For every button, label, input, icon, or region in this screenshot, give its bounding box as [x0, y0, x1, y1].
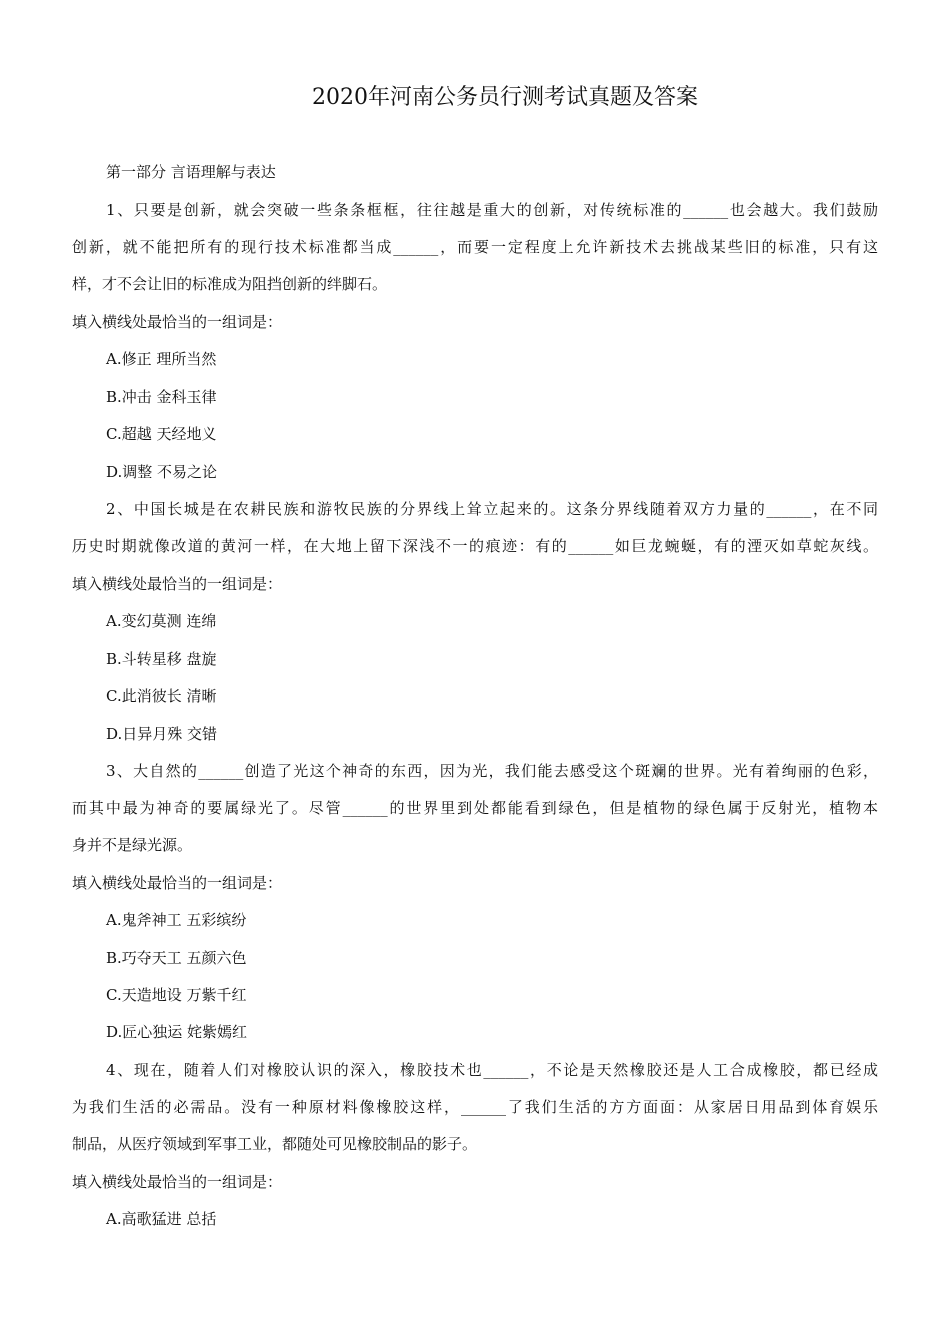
option-c: C.天造地设 万紫千红 — [106, 986, 247, 1004]
page-title: 2020年河南公务员行测考试真题及答案 — [312, 85, 698, 110]
question-text-line: 制品，从医疗领域到军事工业，都随处可见橡胶制品的影子。 — [72, 1135, 478, 1153]
question-text-line: 3、大自然的______创造了光这个神奇的东西，因为光，我们能去感受这个斑斓的世界。光有着绚丽的色彩， — [106, 762, 878, 780]
question-text-line: 2、中国长城是在农耕民族和游牧民族的分界线上耸立起来的。这条分界线随着双方力量的______，在不同 — [106, 500, 878, 518]
option-a: A.修正 理所当然 — [106, 350, 217, 368]
option-a: A.变幻莫测 连绵 — [106, 612, 217, 630]
section-heading: 第一部分 言语理解与表达 — [106, 163, 276, 181]
option-d: D.日异月殊 交错 — [106, 725, 218, 743]
option-b: B.冲击 金科玉律 — [106, 388, 217, 406]
question-text-line: 历史时期就像改道的黄河一样，在大地上留下深浅不一的痕迹：有的______如巨龙蜿蜒，有的湮灭如草蛇灰线。 — [72, 537, 878, 555]
option-a: A.鬼斧神工 五彩缤纷 — [106, 911, 247, 929]
option-d: D.调整 不易之论 — [106, 463, 218, 481]
question-prompt: 填入横线处最恰当的一组词是： — [72, 313, 283, 331]
question-text-line: 身并不是绿光源。 — [72, 836, 193, 854]
option-a: A.高歌猛进 总括 — [106, 1210, 217, 1228]
question-text-line: 创新，就不能把所有的现行技术标准都当成______，而要一定程度上允许新技术去挑战某些旧的标准，只有这 — [72, 238, 878, 256]
question-text-line: 而其中最为神奇的要属绿光了。尽管______的世界里到处都能看到绿色，但是植物的绿色属于反射光，植物本 — [72, 799, 878, 817]
question-text-line: 1、只要是创新，就会突破一些条条框框，往往越是重大的创新，对传统标准的______也会越大。我们鼓励 — [106, 201, 878, 219]
question-prompt: 填入横线处最恰当的一组词是： — [72, 874, 283, 892]
option-b: B.斗转星移 盘旋 — [106, 650, 217, 668]
question-text-line: 为我们生活的必需品。没有一种原材料像橡胶这样，______了我们生活的方方面面：从家居日用品到体育娱乐 — [72, 1098, 878, 1116]
option-c: C.超越 天经地义 — [106, 425, 217, 443]
question-prompt: 填入横线处最恰当的一组词是： — [72, 1173, 283, 1191]
option-b: B.巧夺天工 五颜六色 — [106, 949, 247, 967]
question-prompt: 填入横线处最恰当的一组词是： — [72, 575, 283, 593]
question-text-line: 4、现在，随着人们对橡胶认识的深入，橡胶技术也______，不论是天然橡胶还是人工合成橡胶，都已经成 — [106, 1061, 878, 1079]
option-d: D.匠心独运 姹紫嫣红 — [106, 1023, 248, 1041]
option-c: C.此消彼长 清晰 — [106, 687, 217, 705]
question-text-line: 样，才不会让旧的标准成为阻挡创新的绊脚石。 — [72, 275, 388, 293]
